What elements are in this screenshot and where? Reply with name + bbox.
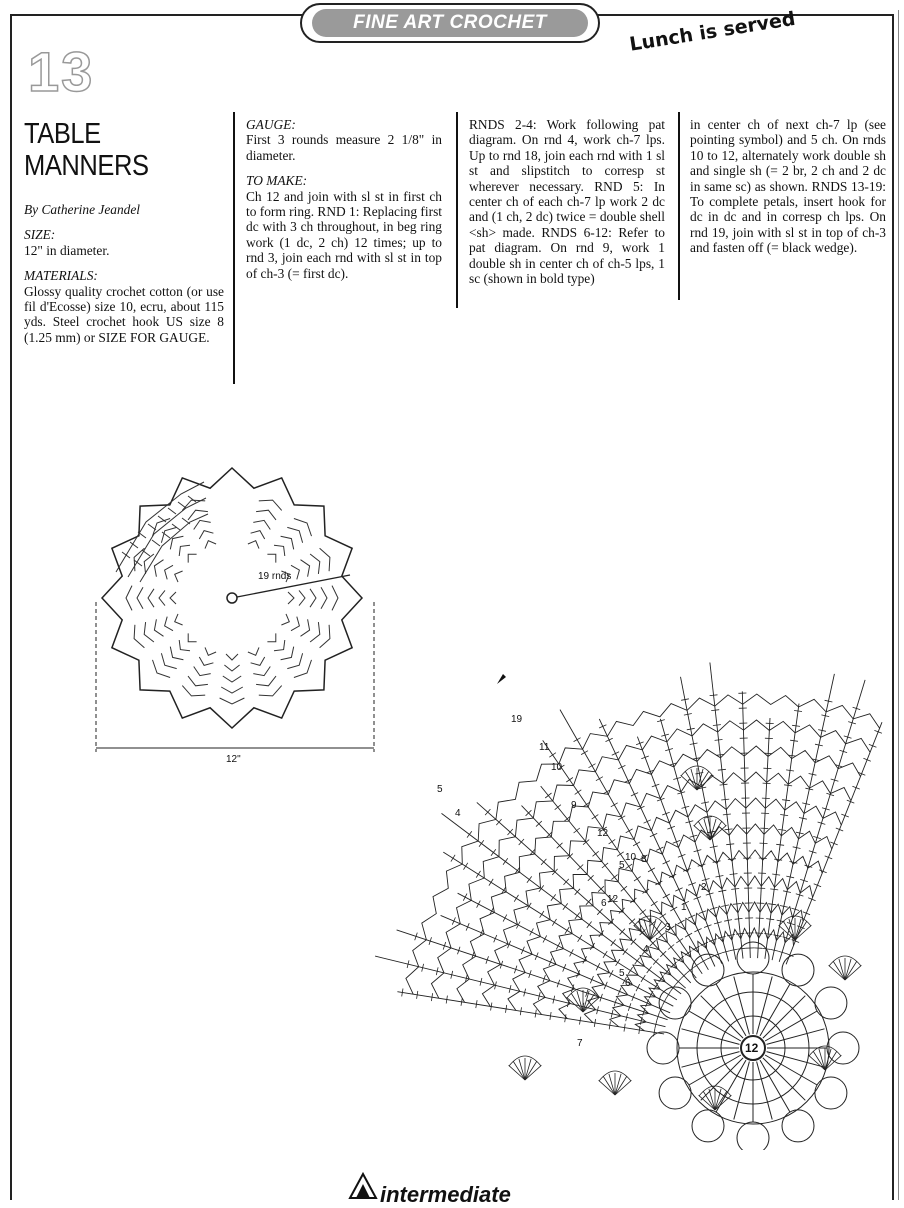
column-divider-2 <box>456 112 458 308</box>
round-label: 5 <box>619 968 625 979</box>
banner-plate <box>312 9 588 37</box>
page-edge-rule <box>898 10 899 1200</box>
schematic-radius-label: 19 rnds <box>258 571 291 582</box>
round-label: 2 <box>701 882 707 893</box>
round-label: 12 <box>597 828 609 839</box>
round-label: 1 <box>681 902 687 913</box>
rounds-text-a: RNDS 2-4: Work following pat diagram. On rnd 4, work ch-7 lps. Up to rnd 18, join each rnd with 1 sl st and slipstitch to corresp st wherever necessary. RND 5: In center ch of each ch-7 lp work 2 dc and (1 ch, 2 dc) twice = double shell <sh> made. RNDS 6-12: Refer to pat diagram. On rnd 9, work 1 double sh in center ch of ch-5 lps, 1 sc (shown in bold type) <box>469 117 665 286</box>
round-label: 11 <box>539 742 550 753</box>
stitch-chart <box>325 640 885 1150</box>
article-title <box>24 118 200 182</box>
round-label: 4 <box>455 808 461 819</box>
byline: By Catherine Jeandel <box>24 202 224 217</box>
to-make-heading: TO MAKE: <box>246 173 442 188</box>
round-label: 6 <box>625 978 631 989</box>
round-label: 10 <box>625 852 637 863</box>
materials-heading: MATERIALS: <box>24 268 224 283</box>
rounds-text-b: in center ch of next ch-7 lp (see pointing symbol) and 5 ch. On rnds 10 to 12, alternately work double sh and single sh (= 2 br, 2 ch and 2 dc in same sc) as shown. RNDS 13-19: To complete petals, insert hook for dc in dc and in corresp ch lps. On rnd 19, join with sl st in top of ch-3 and fasten off (= black wedge). <box>690 117 886 256</box>
fasten-off-wedge <box>497 674 506 684</box>
to-make-text: Ch 12 and join with sl st in first ch to form ring. RND 1: Replacing first dc with 3 ch throughout, in beg ring work (1 dc, 2 ch) 12 times; up to rnd 3, join each rnd with sl st in top of ch-3 (= first dc). <box>246 189 442 281</box>
schematic-grid-wedge <box>116 482 208 582</box>
schematic-radius-line <box>237 575 350 597</box>
round-label: 19 <box>511 714 523 725</box>
level-logo-icon <box>346 1170 380 1200</box>
project-number: 13 <box>28 44 94 100</box>
round-label: 10 <box>551 762 563 773</box>
round-label: 3 <box>665 922 671 933</box>
gauge-heading: GAUGE: <box>246 117 442 132</box>
banner-title: FINE ART CROCHET <box>353 12 547 34</box>
gauge-text: First 3 rounds measure 2 1/8" in diameter. <box>246 132 442 163</box>
round-label: 8 <box>641 854 647 865</box>
chart-round-labels <box>437 714 759 1055</box>
tagline: Lunch is served <box>628 8 797 56</box>
title-line-2: MANNERS <box>24 150 200 182</box>
round-label: 5 <box>619 860 625 871</box>
column-2 <box>246 117 442 281</box>
column-1 <box>24 202 224 345</box>
schematic-center <box>227 593 237 603</box>
size-heading: SIZE: <box>24 227 224 242</box>
round-label: 4 <box>643 944 649 955</box>
round-label: 5 <box>437 784 443 795</box>
size-text: 12" in diameter. <box>24 243 224 258</box>
title-line-1: TABLE <box>24 118 200 150</box>
round-label: 7 <box>577 1038 583 1049</box>
column-4 <box>690 117 886 256</box>
materials-text: Glossy quality crochet cotton (or use fil d'Ecosse) size 10, ecru, about 115 yds. Steel crochet hook US size 8 (1.25 mm) or SIZE FOR GAUGE. <box>24 284 224 346</box>
column-3 <box>469 117 665 286</box>
column-divider-3 <box>678 112 680 300</box>
round-label: 9 <box>571 800 577 811</box>
header-banner <box>300 3 600 43</box>
round-label: 12 <box>607 894 619 905</box>
round-label: 6 <box>601 898 607 909</box>
column-divider-1 <box>233 112 235 384</box>
skill-level: intermediate <box>380 1182 511 1208</box>
schematic-diameter-label: 12" <box>226 754 241 765</box>
round-label: 12 <box>745 1041 759 1055</box>
